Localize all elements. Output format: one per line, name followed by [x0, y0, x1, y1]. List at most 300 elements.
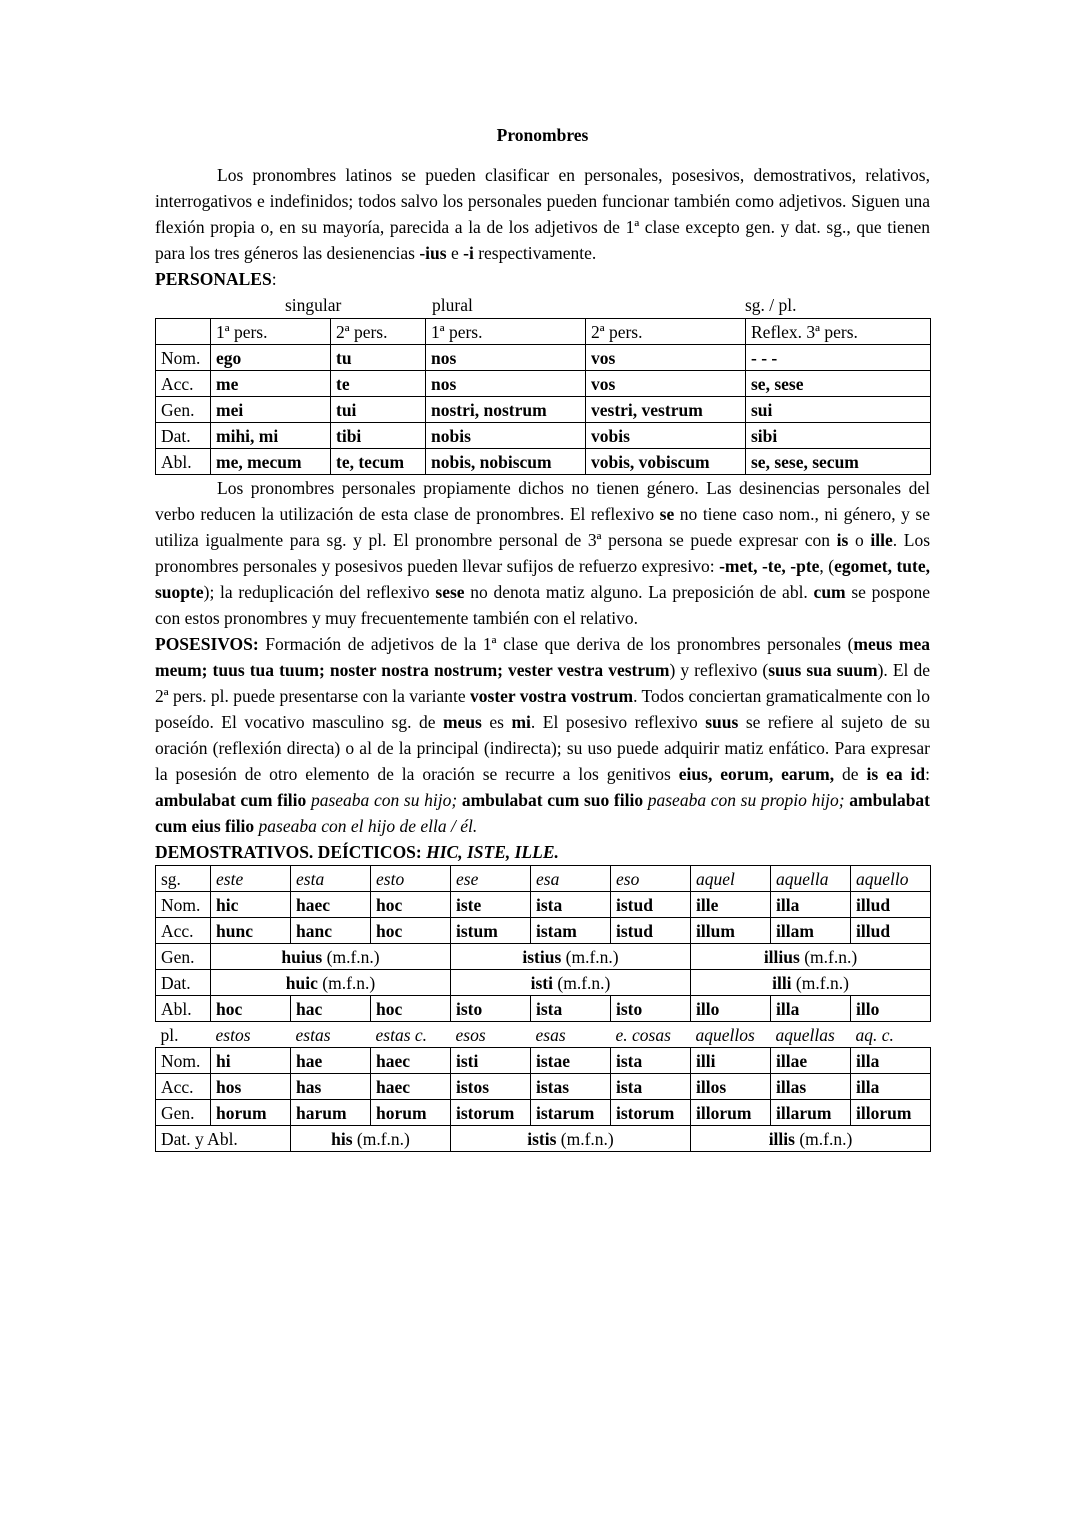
text-segment: aquellas [775, 1024, 835, 1045]
text-segment: illa [776, 998, 800, 1019]
text-segment: pl. [160, 1024, 179, 1045]
text-segment: esta [296, 868, 325, 889]
text-segment: -met, -te, -pte [719, 556, 820, 576]
table-cell [451, 866, 531, 892]
text-segment: vos [591, 373, 616, 394]
text-segment: te [336, 373, 350, 394]
text-segment: HIC, ISTE, ILLE. [426, 842, 559, 862]
text-segment: e [446, 243, 464, 263]
paragraph-personales-note [155, 475, 930, 631]
text-segment: esos [455, 1024, 486, 1045]
text-segment: (m.f.n.) [317, 972, 376, 993]
section-heading-demostrativos [155, 839, 930, 865]
table-cell [586, 319, 746, 345]
text-segment: vobis, vobiscum [591, 451, 710, 472]
table-cell [156, 866, 211, 892]
text-segment: (m.f.n.) [556, 1128, 614, 1149]
table-row [156, 892, 931, 918]
table-cell [611, 866, 691, 892]
table-cell [611, 892, 691, 918]
text-segment: - - - [751, 347, 778, 368]
section-heading-personales [155, 266, 930, 292]
table-cell [331, 397, 426, 423]
text-segment: -i [463, 243, 474, 263]
text-segment: horum [376, 1102, 427, 1123]
text-segment: Reflex. 3ª pers. [751, 321, 858, 342]
table-row [156, 1074, 931, 1100]
text-segment: isti [456, 1050, 479, 1071]
text-segment: hoc [376, 894, 403, 915]
table-cell [156, 918, 211, 944]
text-segment: ) y reflexivo ( [669, 660, 769, 680]
text-segment: nos [431, 373, 457, 394]
table-cell [451, 918, 531, 944]
table-cell [211, 866, 291, 892]
table-cell [691, 1100, 771, 1126]
text-segment: illius [763, 946, 800, 967]
table-cell [291, 1074, 371, 1100]
text-segment: , ( [819, 556, 835, 576]
text-segment: has [296, 1076, 322, 1097]
text-segment: Acc. [161, 920, 194, 941]
table-cell [371, 1100, 451, 1126]
text-segment: egomet, tute, suopte [155, 556, 930, 602]
table-cell [211, 1100, 291, 1126]
text-segment: tui [336, 399, 357, 420]
table-cell [371, 1022, 451, 1048]
text-segment: isti [530, 972, 553, 993]
table-cell [211, 944, 451, 970]
table-row [156, 1048, 931, 1074]
text-segment: is [836, 530, 849, 550]
table-cell [531, 1022, 611, 1048]
table-cell [611, 1100, 691, 1126]
table-cell [771, 1074, 851, 1100]
table-cell [211, 397, 331, 423]
text-segment: istud [616, 894, 653, 915]
table-cell [851, 1022, 931, 1048]
table-cell [851, 1074, 931, 1100]
text-segment: illi [772, 972, 792, 993]
text-segment: ); la reduplicación del reflexivo [203, 582, 436, 602]
text-segment: illorum [856, 1102, 912, 1123]
text-segment: istis [527, 1128, 557, 1149]
text-segment: hanc [296, 920, 332, 941]
table-row [156, 866, 931, 892]
table-cell [771, 1022, 851, 1048]
text-segment: (m.f.n.) [799, 946, 858, 967]
table-cell [211, 371, 331, 397]
table-cell [211, 1074, 291, 1100]
table-cell [331, 449, 426, 475]
text-segment: illos [696, 1076, 727, 1097]
text-segment: suus [705, 712, 739, 732]
table-cell [291, 1022, 371, 1048]
text-segment: isto [456, 998, 483, 1019]
text-segment: (m.f.n.) [791, 972, 849, 993]
text-segment: illae [776, 1050, 808, 1071]
table-cell [691, 1022, 771, 1048]
text-segment: tibi [336, 425, 362, 446]
text-segment: de [834, 764, 867, 784]
table-cell [451, 1126, 691, 1152]
text-segment: me, mecum [216, 451, 302, 472]
table-row [156, 944, 931, 970]
text-segment: mei [216, 399, 244, 420]
text-segment: Abl. [161, 451, 192, 472]
table-cell [211, 918, 291, 944]
table-cell [331, 319, 426, 345]
table-row [156, 371, 931, 397]
personales-table-caption [155, 292, 930, 318]
table-cell [291, 1126, 451, 1152]
text-segment: illa [856, 1050, 880, 1071]
table-row [156, 1100, 931, 1126]
table-cell [291, 892, 371, 918]
table-row [156, 1022, 931, 1048]
text-segment: istorum [456, 1102, 515, 1123]
table-cell [291, 918, 371, 944]
text-segment: DEMOSTRATIVOS. DEÍCTICOS [155, 842, 416, 862]
table-cell [691, 918, 771, 944]
text-segment: no tiene caso nom., ni género, y se utiliza igualmente para sg. y pl. El pronombre personal de 3ª persona se puede expresar con [155, 504, 930, 550]
text-segment: (m.f.n.) [561, 946, 619, 967]
table-cell [611, 918, 691, 944]
table-cell [451, 892, 531, 918]
text-segment: istud [616, 920, 653, 941]
text-segment: o [848, 530, 871, 550]
text-segment: nos [431, 347, 457, 368]
demostrativos-table [155, 865, 931, 1152]
text-segment: respectivamente. [473, 243, 597, 263]
text-segment: ). El de 2ª pers. pl. puede presentarse con la variante [155, 660, 930, 706]
page-title: Pronombres [496, 125, 589, 145]
table-row [156, 449, 931, 475]
table-cell [851, 1100, 931, 1126]
table-cell [211, 423, 331, 449]
text-segment: mihi, mi [216, 425, 279, 446]
table-cell [586, 371, 746, 397]
table-row [156, 423, 931, 449]
text-segment: se [659, 504, 675, 524]
text-segment: sg. [161, 868, 181, 889]
table-cell [771, 1048, 851, 1074]
text-segment: meus mea meum; tuus tua tuum; noster nostra nostrum; vester vestra vestrum [155, 634, 930, 680]
text-segment: ese [456, 868, 479, 889]
table-cell [371, 892, 451, 918]
text-segment: is ea id [866, 764, 926, 784]
paragraph-intro [155, 162, 930, 266]
text-segment: . Los pronombres personales y posesivos pueden llevar sufijos de refuerzo expresivo: [155, 530, 931, 576]
text-segment: suus sua suum [768, 660, 878, 680]
table-cell [426, 319, 586, 345]
table-cell [426, 345, 586, 371]
table-row [156, 970, 931, 996]
table-cell [691, 1074, 771, 1100]
text-segment: ambulabat cum suo filio [461, 790, 644, 810]
table-cell [691, 944, 931, 970]
table-cell [156, 996, 211, 1022]
text-segment: illo [696, 998, 720, 1019]
text-segment: este [216, 868, 244, 889]
text-segment: istorum [616, 1102, 675, 1123]
table-cell [531, 1074, 611, 1100]
text-segment: istam [536, 920, 577, 941]
table-cell [451, 1100, 531, 1126]
text-segment: illas [776, 1076, 807, 1097]
caption-sg-pl: sg. / pl. [745, 295, 797, 315]
table-cell [211, 970, 451, 996]
table-cell [156, 944, 211, 970]
text-segment: : [271, 269, 277, 289]
text-segment: iste [456, 894, 482, 915]
table-cell [586, 397, 746, 423]
table-cell [426, 423, 586, 449]
text-segment: Acc. [161, 1076, 194, 1097]
text-segment: isto [616, 998, 643, 1019]
table-cell [211, 996, 291, 1022]
table-cell [771, 1100, 851, 1126]
text-segment: aquello [856, 868, 909, 889]
text-segment: Acc. [161, 373, 194, 394]
text-segment: mi [511, 712, 531, 732]
text-segment: istos [456, 1076, 490, 1097]
text-segment: ille [870, 530, 893, 550]
text-segment: estos [215, 1024, 251, 1045]
text-segment: nostri, nostrum [431, 399, 547, 420]
table-cell [371, 1048, 451, 1074]
text-segment: aq. c. [855, 1024, 894, 1045]
table-cell [156, 319, 211, 345]
text-segment: aquel [696, 868, 735, 889]
text-segment: ego [216, 347, 242, 368]
text-segment: vestri, vestrum [591, 399, 703, 420]
text-segment: ista [616, 1076, 643, 1097]
text-segment: voster vostra vostrum [470, 686, 634, 706]
text-segment: his [331, 1128, 353, 1149]
text-segment: illam [776, 920, 814, 941]
table-cell [371, 1074, 451, 1100]
text-segment: (m.f.n.) [352, 1128, 410, 1149]
table-cell [156, 970, 211, 996]
text-segment: nobis [431, 425, 471, 446]
table-cell [851, 996, 931, 1022]
text-segment: Gen. [161, 1102, 195, 1123]
text-segment: hi [216, 1050, 231, 1071]
text-segment: hac [296, 998, 323, 1019]
text-segment: illarum [776, 1102, 832, 1123]
text-segment: horum [216, 1102, 267, 1123]
text-segment: aquella [776, 868, 829, 889]
table-cell [611, 1022, 691, 1048]
text-segment: no denota matiz alguno. La preposición de abl. [464, 582, 814, 602]
table-row [156, 345, 931, 371]
text-segment: Dat. [161, 425, 191, 446]
table-cell [156, 1126, 291, 1152]
table-cell [851, 892, 931, 918]
table-cell [851, 918, 931, 944]
text-segment: hoc [216, 998, 243, 1019]
table-cell [771, 996, 851, 1022]
text-segment: nobis, nobiscum [431, 451, 552, 472]
text-segment: estas c. [375, 1024, 428, 1045]
text-segment: harum [296, 1102, 347, 1123]
text-segment: Los pronombres latinos se pueden clasificar en personales, posesivos, demostrativos, relativos, interrogativos e indefinidos; todos salvo los personales pueden funcionar también como adjetivos. Siguen una flexión propia o, en su mayoría, parecida a la de los adjetivos de 1ª clase excepto gen. y dat. sg., que tienen para los tres géneros las desienencias [155, 165, 930, 263]
text-segment: illis [768, 1128, 795, 1149]
table-cell [156, 1074, 211, 1100]
table-cell [746, 449, 931, 475]
text-segment: se refiere al sujeto de su oración (reflexión directa) o al de la principal (indirecta); su uso puede adquirir matiz enfático. Para expresar la posesión de otro elemento de la oración se recurre a los genitivos [155, 712, 931, 784]
text-segment: illa [776, 894, 800, 915]
text-segment: cum [813, 582, 846, 602]
table-cell [156, 345, 211, 371]
table-cell [691, 1126, 931, 1152]
table-cell [156, 892, 211, 918]
text-segment: 2ª pers. [591, 321, 643, 342]
text-segment: -ius [419, 243, 447, 263]
text-segment: Los pronombres personales propiamente dichos no tienen género. Las desinencias personales del verbo reducen la utilización de esta clase de pronombres. El reflexivo [155, 478, 930, 524]
text-segment: istius [522, 946, 562, 967]
table-cell [426, 371, 586, 397]
table-cell [746, 319, 931, 345]
text-segment: ambulabat cum filio [155, 790, 307, 810]
text-segment: Abl. [161, 998, 192, 1019]
text-segment: POSESIVOS: [155, 634, 259, 654]
text-segment: me [216, 373, 239, 394]
text-segment: ista [616, 1050, 643, 1071]
text-segment: paseaba con su propio hijo; [643, 790, 850, 810]
text-segment: es [481, 712, 512, 732]
table-cell [451, 1022, 531, 1048]
text-segment: eius, eorum, earum, [678, 764, 835, 784]
table-cell [691, 866, 771, 892]
table-cell [211, 1022, 291, 1048]
text-segment: (m.f.n.) [322, 946, 380, 967]
table-cell [586, 449, 746, 475]
table-cell [211, 892, 291, 918]
table-cell [291, 996, 371, 1022]
text-segment: se pospone con estos pronombres y muy frecuentemente también con el relativo. [155, 582, 930, 628]
text-segment: esas [535, 1024, 566, 1045]
text-segment: istum [456, 920, 498, 941]
paragraph-posesivos [155, 631, 930, 839]
text-segment: istas [536, 1076, 570, 1097]
text-segment: estas [295, 1024, 331, 1045]
table-cell [611, 1048, 691, 1074]
table-row [156, 397, 931, 423]
text-segment: paseaba con su hijo; [306, 790, 458, 810]
table-cell [531, 1100, 611, 1126]
table-cell [156, 397, 211, 423]
table-row [156, 1126, 931, 1152]
text-segment: hos [216, 1076, 242, 1097]
text-segment: sibi [751, 425, 778, 446]
text-segment: istae [536, 1050, 571, 1071]
text-segment: haec [296, 894, 331, 915]
table-cell [156, 449, 211, 475]
table-cell [291, 1100, 371, 1126]
table-cell [211, 449, 331, 475]
caption-plural: plural [432, 295, 473, 315]
table-cell [371, 996, 451, 1022]
table-cell [331, 345, 426, 371]
table-row [156, 996, 931, 1022]
table-cell [156, 423, 211, 449]
text-segment: illud [856, 894, 891, 915]
text-segment: se, sese [751, 373, 804, 394]
text-segment: hoc [376, 920, 403, 941]
table-cell [156, 371, 211, 397]
table-cell [531, 918, 611, 944]
text-segment: . El posesivo reflexivo [530, 712, 706, 732]
text-segment: Nom. [161, 1050, 201, 1071]
table-cell [851, 866, 931, 892]
text-segment: Dat. [161, 972, 191, 993]
text-segment: paseaba con el hijo de ella / él. [258, 816, 478, 836]
table-cell [771, 918, 851, 944]
table-cell [746, 371, 931, 397]
text-segment: te, tecum [336, 451, 405, 472]
table-cell [451, 996, 531, 1022]
table-cell [426, 449, 586, 475]
table-cell [211, 319, 331, 345]
table-cell [371, 866, 451, 892]
table-cell [531, 892, 611, 918]
table-cell [291, 866, 371, 892]
text-segment: illa [856, 1076, 880, 1097]
table-cell [211, 345, 331, 371]
text-segment: ista [536, 894, 563, 915]
table-cell [211, 1048, 291, 1074]
text-segment: ille [696, 894, 719, 915]
text-segment: : [925, 764, 930, 784]
text-segment: istarum [536, 1102, 595, 1123]
text-segment: esto [376, 868, 405, 889]
text-segment: e. cosas [615, 1024, 671, 1045]
table-cell [746, 423, 931, 449]
text-segment: hoc [376, 998, 403, 1019]
text-segment: (m.f.n.) [553, 972, 611, 993]
text-segment: ista [536, 998, 563, 1019]
text-segment: PERSONALES [155, 269, 272, 289]
table-cell [531, 1048, 611, 1074]
table-cell [451, 970, 691, 996]
table-cell [691, 970, 931, 996]
text-segment: Gen. [161, 946, 195, 967]
text-segment: Gen. [161, 399, 195, 420]
table-cell [156, 1048, 211, 1074]
table-cell [451, 1074, 531, 1100]
text-segment: 1ª pers. [431, 321, 483, 342]
text-segment: Nom. [161, 347, 201, 368]
text-segment: vos [591, 347, 616, 368]
table-cell [156, 1100, 211, 1126]
text-segment: hic [216, 894, 239, 915]
table-cell [611, 996, 691, 1022]
text-segment: 1ª pers. [216, 321, 268, 342]
table-cell [426, 397, 586, 423]
table-cell [451, 1048, 531, 1074]
text-segment: aquellos [695, 1024, 755, 1045]
table-row [156, 319, 931, 345]
text-segment: huic [285, 972, 318, 993]
text-segment: se, sese, secum [751, 451, 859, 472]
table-cell [691, 892, 771, 918]
text-segment: eso [616, 868, 640, 889]
text-segment: huius [281, 946, 323, 967]
table-cell [331, 371, 426, 397]
table-cell [586, 345, 746, 371]
